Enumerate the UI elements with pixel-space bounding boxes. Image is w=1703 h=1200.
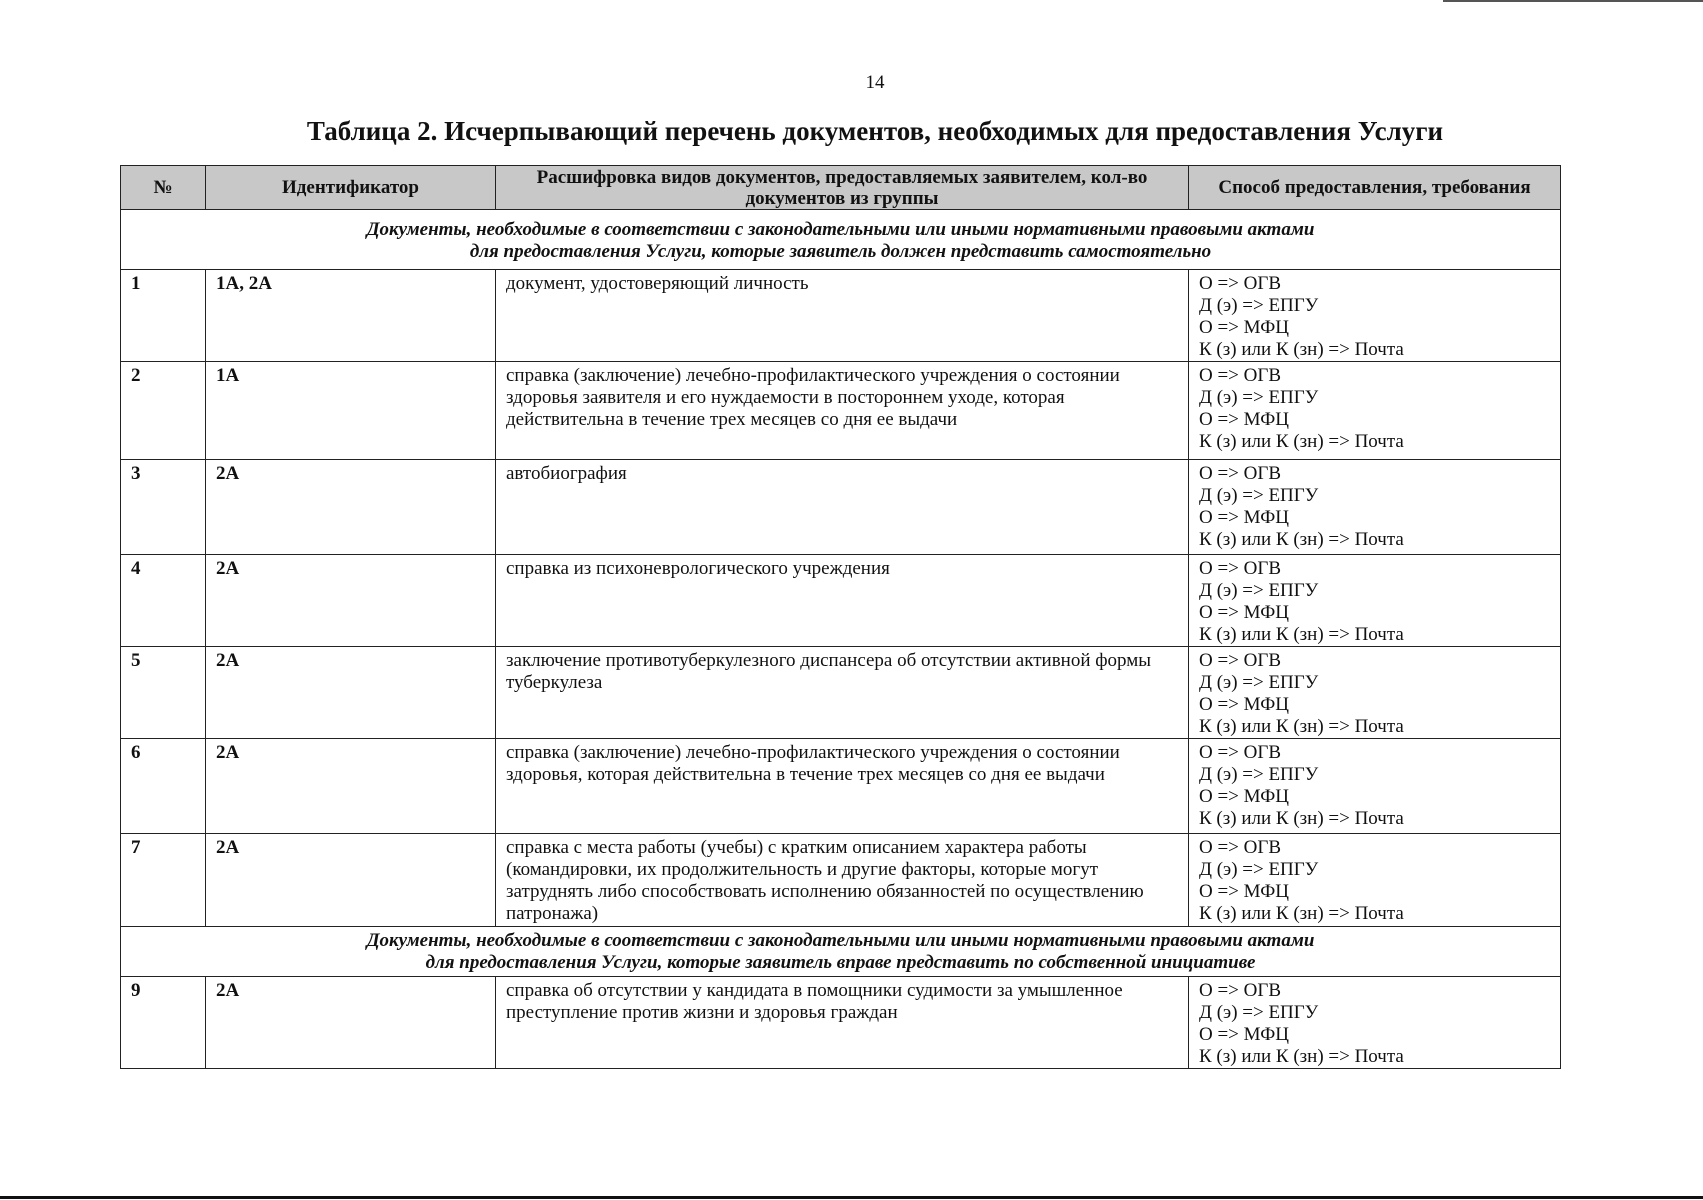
section-heading-line: Документы, необходимые в соответствии с законодательными или иными нормативными правовыми актами bbox=[366, 219, 1315, 240]
header-description: Расшифровка видов документов, предоставляемых заявителем, кол-во документов из группы bbox=[496, 166, 1189, 210]
method-line: К (з) или К (зн) => Почта bbox=[1199, 529, 1404, 550]
row-number: 6 bbox=[121, 739, 206, 834]
row-description: автобиография bbox=[496, 460, 1189, 555]
row-identifier: 2А bbox=[206, 647, 496, 739]
row-description: справка (заключение) лечебно-профилактического учреждения о состоянии здоровья, которая действительна в течение трех месяцев со дня ее выдачи bbox=[496, 739, 1189, 834]
method-line: О => ОГВ bbox=[1199, 558, 1282, 579]
method-line: Д (э) => ЕПГУ bbox=[1199, 580, 1319, 601]
row-number: 5 bbox=[121, 647, 206, 739]
method-line: Д (э) => ЕПГУ bbox=[1199, 764, 1319, 785]
row-identifier: 2А bbox=[206, 739, 496, 834]
row-method bbox=[1189, 739, 1561, 834]
section-heading-line: для предоставления Услуги, которые заявитель вправе представить по собственной инициативе bbox=[425, 952, 1256, 973]
rows-group-mandatory bbox=[121, 270, 1561, 927]
method-line: О => МФЦ bbox=[1199, 1024, 1290, 1045]
method-line: О => ОГВ bbox=[1199, 650, 1282, 671]
method-line: О => МФЦ bbox=[1199, 507, 1290, 528]
method-line: К (з) или К (зн) => Почта bbox=[1199, 624, 1404, 645]
table-row bbox=[121, 460, 1561, 555]
method-line: К (з) или К (зн) => Почта bbox=[1199, 903, 1404, 924]
row-identifier: 2А bbox=[206, 977, 496, 1069]
section-heading-line: Документы, необходимые в соответствии с законодательными или иными нормативными правовыми актами bbox=[366, 930, 1315, 951]
table-row bbox=[121, 834, 1561, 927]
row-identifier: 2А bbox=[206, 555, 496, 647]
method-line: К (з) или К (зн) => Почта bbox=[1199, 716, 1404, 737]
row-method bbox=[1189, 834, 1561, 927]
row-method bbox=[1189, 555, 1561, 647]
table-header-row bbox=[121, 166, 1561, 210]
section-heading-line: для предоставления Услуги, которые заявитель должен представить самостоятельно bbox=[469, 241, 1212, 262]
section-heading-mandatory bbox=[121, 210, 1561, 270]
method-line: К (з) или К (зн) => Почта bbox=[1199, 339, 1404, 360]
method-line: О => МФЦ bbox=[1199, 881, 1290, 902]
row-method bbox=[1189, 460, 1561, 555]
row-identifier: 1А bbox=[206, 362, 496, 460]
table-row bbox=[121, 270, 1561, 362]
documents-table bbox=[120, 165, 1561, 1069]
row-identifier: 2А bbox=[206, 834, 496, 927]
row-number: 3 bbox=[121, 460, 206, 555]
table-row bbox=[121, 555, 1561, 647]
row-number: 9 bbox=[121, 977, 206, 1069]
table-row bbox=[121, 362, 1561, 460]
row-number: 1 bbox=[121, 270, 206, 362]
row-number: 4 bbox=[121, 555, 206, 647]
rows-group-optional bbox=[121, 977, 1561, 1069]
top-edge-rule bbox=[1443, 0, 1703, 2]
method-line: К (з) или К (зн) => Почта bbox=[1199, 431, 1404, 452]
table-row bbox=[121, 739, 1561, 834]
method-line: О => ОГВ bbox=[1199, 742, 1282, 763]
row-method bbox=[1189, 270, 1561, 362]
row-number: 2 bbox=[121, 362, 206, 460]
method-line: К (з) или К (зн) => Почта bbox=[1199, 808, 1404, 829]
section-heading-optional bbox=[121, 927, 1561, 977]
method-line: О => МФЦ bbox=[1199, 694, 1290, 715]
method-line: О => ОГВ bbox=[1199, 980, 1282, 1001]
row-description: справка об отсутствии у кандидата в помощники судимости за умышленное преступление против жизни и здоровья граждан bbox=[496, 977, 1189, 1069]
table-row bbox=[121, 647, 1561, 739]
page-number: 14 bbox=[865, 72, 885, 93]
method-line: О => МФЦ bbox=[1199, 409, 1290, 430]
header-num: № bbox=[121, 166, 206, 210]
row-identifier: 2А bbox=[206, 460, 496, 555]
document-title: Таблица 2. Исчерпывающий перечень документов, необходимых для предоставления Услуги bbox=[306, 116, 1444, 146]
method-line: О => ОГВ bbox=[1199, 273, 1282, 294]
method-line: К (з) или К (зн) => Почта bbox=[1199, 1046, 1404, 1067]
method-line: О => ОГВ bbox=[1199, 463, 1282, 484]
row-description: справка (заключение) лечебно-профилактического учреждения о состоянии здоровья заявителя и его нуждаемости в постороннем уходе, которая действительна в течение трех месяцев со дня ее выдачи bbox=[496, 362, 1189, 460]
row-method bbox=[1189, 647, 1561, 739]
method-line: О => ОГВ bbox=[1199, 365, 1282, 386]
method-line: Д (э) => ЕПГУ bbox=[1199, 859, 1319, 880]
method-line: Д (э) => ЕПГУ bbox=[1199, 1002, 1319, 1023]
row-method bbox=[1189, 362, 1561, 460]
header-identifier: Идентификатор bbox=[206, 166, 496, 210]
section-row-optional bbox=[121, 927, 1561, 977]
row-description: справка из психоневрологического учреждения bbox=[496, 555, 1189, 647]
row-description: документ, удостоверяющий личность bbox=[496, 270, 1189, 362]
row-description: заключение противотуберкулезного диспансера об отсутствии активной формы туберкулеза bbox=[496, 647, 1189, 739]
section-row-mandatory bbox=[121, 210, 1561, 270]
method-line: Д (э) => ЕПГУ bbox=[1199, 672, 1319, 693]
row-identifier: 1А, 2А bbox=[206, 270, 496, 362]
method-line: Д (э) => ЕПГУ bbox=[1199, 387, 1319, 408]
row-description: справка с места работы (учебы) с кратким описанием характера работы (командировки, их продолжительность и другие факторы, которые могут затруднять либо способствовать исполнению обязанностей по осуществлению патронажа) bbox=[496, 834, 1189, 927]
row-method bbox=[1189, 977, 1561, 1069]
method-line: О => ОГВ bbox=[1199, 837, 1282, 858]
method-line: О => МФЦ bbox=[1199, 786, 1290, 807]
table-row bbox=[121, 977, 1561, 1069]
method-line: О => МФЦ bbox=[1199, 602, 1290, 623]
method-line: О => МФЦ bbox=[1199, 317, 1290, 338]
method-line: Д (э) => ЕПГУ bbox=[1199, 295, 1319, 316]
header-method: Способ предоставления, требования bbox=[1189, 166, 1561, 210]
method-line: Д (э) => ЕПГУ bbox=[1199, 485, 1319, 506]
row-number: 7 bbox=[121, 834, 206, 927]
bottom-edge-rule bbox=[0, 1196, 1703, 1199]
